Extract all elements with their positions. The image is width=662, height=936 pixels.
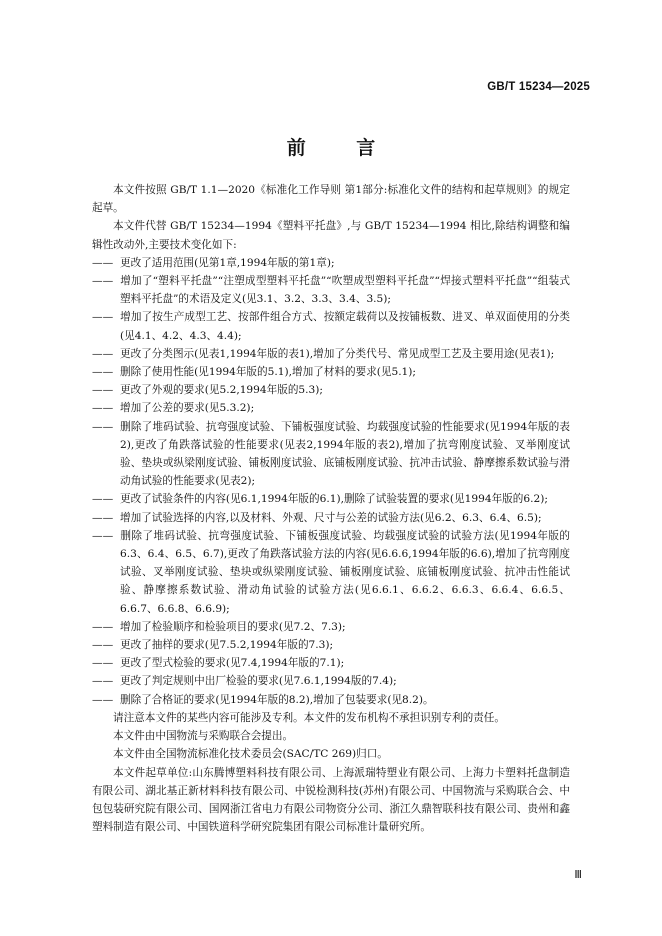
list-item xyxy=(92,363,570,381)
list-item-text: 删除了使用性能(见1994年版的5.1),增加了材料的要求(见5.1); xyxy=(120,366,416,379)
list-item xyxy=(92,672,570,690)
dash-marker: —— xyxy=(92,511,114,524)
dash-marker: —— xyxy=(92,275,114,288)
list-item-text: 增加了“塑料平托盘”“注塑成型塑料平托盘”“吹塑成型塑料平托盘”“焊接式塑料平托盘”“组装式塑料平托盘”的术语及定义(见3.1、3.2、3.3、3.4、3.5); xyxy=(120,275,570,306)
paragraph-drafting-units: 本文件起草单位:山东腾博塑料科技有限公司、上海派瑞特塑业有限公司、上海力卡塑料托盘制造有限公司、湖北基正新材料科技有限公司、中锐检测科技(苏州)有限公司、中国物流与采购联合会、中包包装研究院有限公司、国网浙江省电力有限公司物资分公司、浙江久鼎智联科技有限公司、贵州和鑫塑料制造有限公司、中国铁道科学研究院集团有限公司标准计量研究所。 xyxy=(92,766,570,834)
list-item-text: 更改了适用范围(见第1章,1994年版的第1章); xyxy=(120,256,335,269)
dash-marker: —— xyxy=(92,493,114,506)
list-item xyxy=(92,654,570,672)
list-item-text: 删除了合格证的要求(见1994年版的8.2),增加了包装要求(见8.2)。 xyxy=(120,693,434,706)
list-item-text: 更改了型式检验的要求(见7.4,1994年版的7.1); xyxy=(120,657,345,670)
list-item-text: 更改了抽样的要求(见7.5.2,1994年版的7.3); xyxy=(120,639,334,652)
page-title: 前 言 xyxy=(286,137,398,159)
paragraph-drafting-rule: 本文件按照 GB/T 1.1—2020《标准化工作导则 第1部分:标准化文件的结构和起草规则》的规定起草。 xyxy=(92,184,570,215)
list-item-text: 更改了外观的要求(见5.2,1994年版的5.3); xyxy=(120,384,323,397)
dash-marker: —— xyxy=(92,657,114,670)
dash-marker: —— xyxy=(92,675,114,688)
dash-marker: —— xyxy=(92,420,114,433)
page-number: Ⅲ xyxy=(574,869,582,881)
list-item xyxy=(92,345,570,363)
list-item xyxy=(92,254,570,272)
list-item-text: 增加了检验顺序和检验项目的要求(见7.2、7.3); xyxy=(120,620,346,633)
list-item xyxy=(92,509,570,527)
list-item-text: 更改了试验条件的内容(见6.1,1994年版的6.1),删除了试验装置的要求(见1994年版的6.2); xyxy=(120,493,548,506)
dash-marker: —— xyxy=(92,347,114,360)
paragraph-patent-notice: 请注意本文件的某些内容可能涉及专利。本文件的发布机构不承担识别专利的责任。 xyxy=(113,711,505,724)
dash-marker: —— xyxy=(92,402,114,415)
document-body xyxy=(92,181,570,836)
list-item xyxy=(92,527,570,618)
dash-marker: —— xyxy=(92,620,114,633)
dash-marker: —— xyxy=(92,366,114,379)
list-item xyxy=(92,636,570,654)
list-item xyxy=(92,272,570,308)
list-item xyxy=(92,618,570,636)
paragraph-proposer: 本文件由中国物流与采购联合会提出。 xyxy=(113,730,294,743)
dash-marker: —— xyxy=(92,693,114,706)
list-item xyxy=(92,399,570,417)
list-item xyxy=(92,490,570,508)
list-item-text: 增加了按生产成型工艺、按部件组合方式、按额定载荷以及按铺板数、进叉、单双面使用的分类(见4.1、4.2、4.3、4.4); xyxy=(120,311,570,342)
paragraph-administrator: 本文件由全国物流标准化技术委员会(SAC/TC 269)归口。 xyxy=(113,748,388,761)
list-item-text: 更改了分类图示(见表1,1994年版的表1),增加了分类代号、常见成型工艺及主要用途(见表1); xyxy=(120,347,555,360)
list-item xyxy=(92,418,570,491)
list-item-text: 删除了堆码试验、抗弯强度试验、下铺板强度试验、均载强度试验的试验方法(见1994年版的6.3、6.4、6.5、6.7),更改了角跌落试验方法的内容(见6.6.6,1994年版的6.6),增加了抗弯刚度试验、叉举刚度试验、垫块或纵梁刚度试验、铺板刚度试验、底铺板刚度试验、抗冲击性能试验、静摩擦系数试验、滑动角试验的试验方法(见6.6.1、6.6.2、6.6.3、6.6.4、6.6.5、6.6.7、6.6.8、6.6.9); xyxy=(120,529,570,615)
changes-list xyxy=(92,254,570,709)
dash-marker: —— xyxy=(92,529,114,542)
dash-marker: —— xyxy=(92,639,114,652)
dash-marker: —— xyxy=(92,311,114,324)
list-item xyxy=(92,308,570,344)
list-item-text: 增加了试验选择的内容,以及材料、外观、尺寸与公差的试验方法(见6.2、6.3、6.4、6.5); xyxy=(120,511,542,524)
dash-marker: —— xyxy=(92,256,114,269)
list-item xyxy=(92,381,570,399)
list-item-text: 删除了堆码试验、抗弯强度试验、下铺板强度试验、均载强度试验的性能要求(见1994年版的表2),更改了角跌落试验的性能要求(见表2,1994年版的表2),增加了抗弯刚度试验、叉举刚度试验、垫块或纵梁刚度试验、铺板刚度试验、底铺板刚度试验、抗冲击试验、静摩擦系数试验与滑动角试验的性能要求(见表2); xyxy=(120,420,570,488)
standard-number: GB/T 15234—2025 xyxy=(487,81,590,93)
list-item xyxy=(92,691,570,709)
list-item-text: 更改了判定规则中出厂检验的要求(见7.6.1,1994版的7.4); xyxy=(120,675,397,688)
paragraph-replacement: 本文件代替 GB/T 15234—1994《塑料平托盘》,与 GB/T 15234—1994 相比,除结构调整和编辑性改动外,主要技术变化如下: xyxy=(92,220,570,251)
list-item-text: 增加了公差的要求(见5.3.2); xyxy=(120,402,255,415)
dash-marker: —— xyxy=(92,384,114,397)
